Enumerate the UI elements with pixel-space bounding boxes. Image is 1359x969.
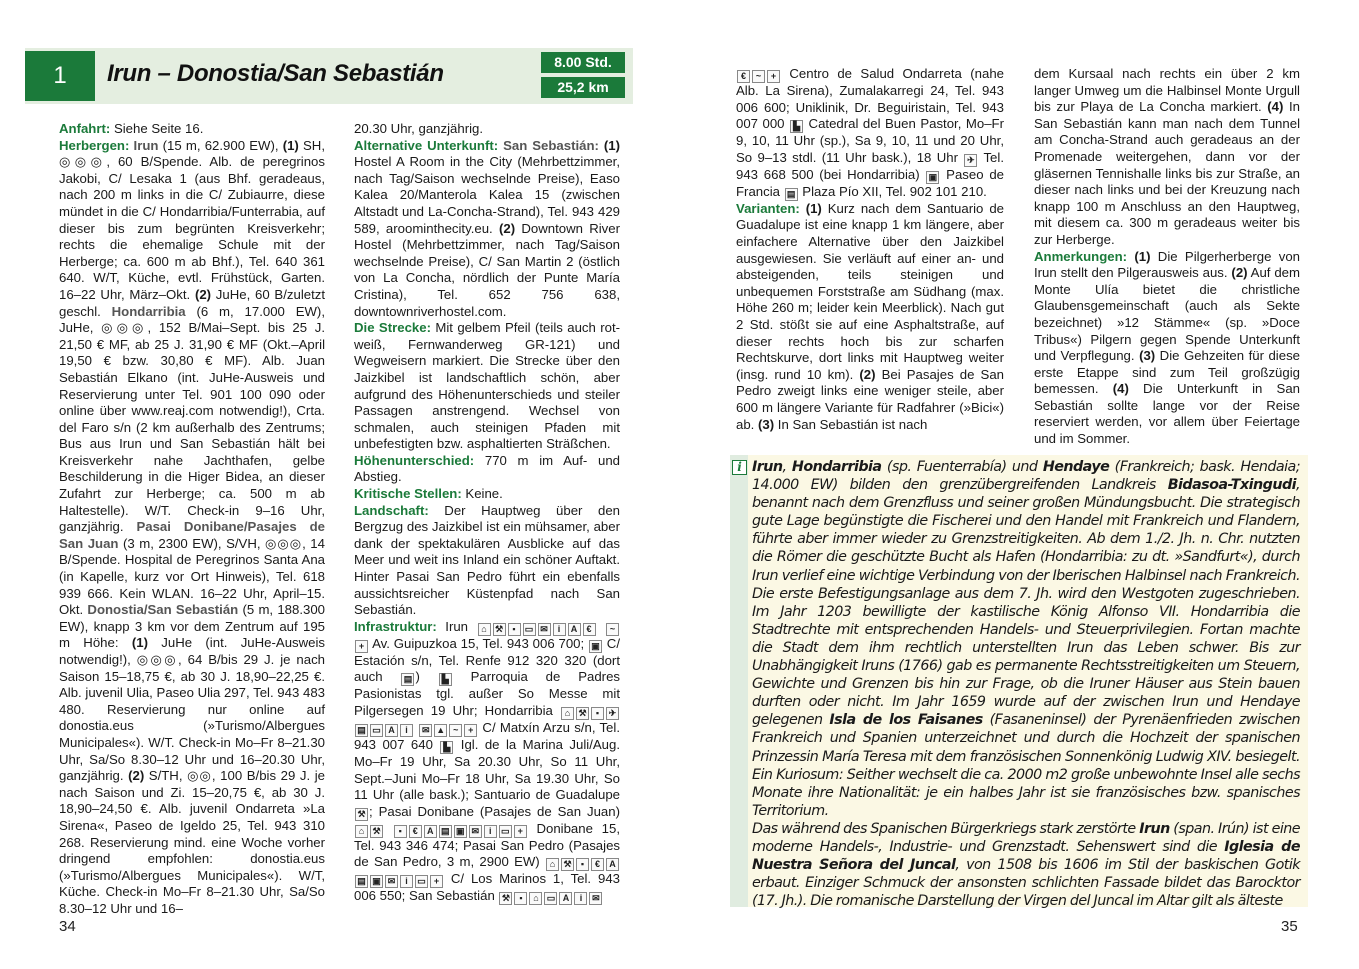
hostel-icon: ⌂	[546, 858, 559, 871]
text: Hostel A Room in the City (Mehrbettzimmer, nach Tag/Saison wechselnde Preise), Easo Kalea 20/Manterola Kalea 15 (zwischen Altstadt und La-Concha-Strand), Tel. 943 429 589, aroominthecity.eu.	[354, 154, 620, 236]
text: ; Pasai Donibane (Pasajes de San Juan)	[369, 803, 620, 819]
text: (Fasaneninsel) der Pyrenäenfrieden zwischen Frankreich und Spanien unterzeichnet und durch die Hochzeit der spanischen Prinzessin María Teresa mit dem französischen Sonnenkönig Ludwig XIV. besiegelt. Ein Kuriosum: Seither wechselt die ca. 2000 m2 große unbewohnte Insel alle sechs Monate ihre Nationalität: je ein halbes Jahr ist sie französisches bzw. spanisches Territorium.	[752, 712, 1300, 819]
text: Parroquia de Padres Pasionistas tgl. außer So Messe mit Pilgersegen 19 Uhr; Hondarribia	[354, 669, 621, 718]
number-marker: (1)	[805, 200, 822, 216]
text: , benannt nach dem Grenzfluss und seiner großen Mündungsbucht. Die strategisch gute Lage begünstigte die Fischerei und den Handel mit Frankreich und Flandern, führte aber immer wieder zu Grenzstreitigkeiten. Ab dem 1./2. Jh. n. Chr. nutzten die Römer die geschützte Bucht als Hafen (Hondarribia: zu dt. »Sandfurt«), durch Irun verlief eine wichtige Verbindung von der Iberischen Halbinsel nach Frankreich. Die erste Befestigungsanlage aus dem 7. Jh. wird den Westgoten zugeschrieben. Im Jahr 1203 bewilligte der kastilische König Alfonso VII. Hondarribia die Stadtrechte mit entsprechenden Handels- und Steuerprivilegien. Fortan machte die Stadt dem ihm rechtlich unterstellten Irun das Leben schwer. Bis zur Unabhängigkeit Iruns (1766) gab es permanente Rechtsstreitigkeiten um Steuern, Gewichte und Grenzen bis hin zur Frage, ob die Iruner Häuser aus Stein bauen durften oder nicht. Im Jahr 1659 wurde auf der zwischen Irun und Hendaye gelegenen	[752, 477, 1300, 729]
text: dem Kursaal nach rechts ein über 2 km langer Umweg um die Halbinsel Monte Urgull bis zur Playa de La Concha markiert.	[1034, 66, 1300, 115]
info-icon: i	[400, 875, 413, 888]
place-donostia: Donostia/San Sebastián	[87, 602, 239, 618]
info-icon: i	[732, 460, 747, 475]
number-marker: (4)	[1267, 99, 1284, 115]
number-marker: (1)	[603, 137, 620, 153]
hostel-icon: ⌂	[529, 892, 542, 905]
info-icon: i	[553, 623, 566, 636]
stage-header	[25, 48, 633, 104]
label-hoehenunterschied: Höhenunterschied:	[354, 452, 475, 468]
text-column-4	[1034, 66, 1300, 448]
text: Mit gelbem Pfeil (teils auch rot-weiß, Fernwanderweg GR-121) und Wegweisern markiert. Die Strecke über den Jaizkibel ist landschaftlich schön, aber aufgrund des Höhenunterschieds und steiler Passagen anstrengend. Wechsel von schmalen, auch steinigen Pfaden mit unbefestigten bzw. asphaltierten Sträßchen.	[354, 320, 620, 452]
bus-icon: ▤	[355, 875, 368, 888]
number-marker: (2)	[128, 768, 145, 784]
infrastruktur-continued	[736, 66, 1004, 201]
text-column-3	[736, 66, 1004, 433]
hiking-icon: ⚒	[493, 623, 506, 636]
euro-icon: €	[409, 825, 422, 838]
text: (15 m, 62.900 EW),	[158, 137, 283, 153]
bus-icon: ▤	[401, 673, 414, 686]
stage-meta	[541, 52, 625, 102]
restaurant-icon: ▪	[394, 825, 407, 838]
number-marker: (1)	[1134, 248, 1151, 264]
atm-icon: A	[424, 825, 437, 838]
euro-icon: €	[583, 623, 596, 636]
post-icon: ✉	[419, 724, 432, 737]
atm-icon: A	[568, 623, 581, 636]
hiking-icon: ⚒	[355, 808, 368, 821]
medical-icon: +	[430, 875, 443, 888]
bold-term: Isla de los Faisanes	[829, 712, 983, 729]
label-kritische-stellen: Kritische Stellen:	[354, 486, 462, 502]
text: 770 m im Auf- und Abstieg.	[354, 452, 620, 485]
label-varianten: Varianten:	[736, 200, 800, 216]
hostel-icon: ⌂	[561, 707, 574, 720]
text: Igl. de la Marina Juli/Aug. Mo–Fr 19 Uhr, Sa 20.30 Uhr, So 11 Uhr, Sept.–Juni Mo–Fr 18 Uhr, Sa 19.30 Uhr, So 11 Uhr (alle bask.); Santuario de Guadalupe	[354, 737, 620, 803]
airport-icon: ✈	[964, 154, 977, 167]
atm-icon: A	[385, 724, 398, 737]
post-icon: ✉	[469, 825, 482, 838]
medical-icon: +	[767, 70, 780, 83]
section-hoehenunterschied	[354, 453, 620, 486]
info-icon: i	[400, 724, 413, 737]
text: Keine.	[461, 486, 503, 502]
label-anmerkungen: Anmerkungen:	[1034, 248, 1128, 264]
bus-icon: ▤	[439, 825, 452, 838]
euro-icon: €	[591, 858, 604, 871]
pharmacy-icon: ~	[752, 70, 765, 83]
airport-icon: ✈	[606, 707, 619, 720]
label-anfahrt: Anfahrt:	[59, 121, 111, 136]
section-anfahrt	[59, 121, 325, 138]
place-san-sebastian: San Sebastián:	[503, 137, 599, 153]
bold-term: Bidasoa-Txingudi	[1167, 477, 1296, 494]
section-kritische-stellen	[354, 486, 620, 503]
shop-icon: ▭	[499, 825, 512, 838]
atm-icon: A	[559, 892, 572, 905]
number-marker: (2)	[859, 366, 876, 382]
place-irun: Irun	[133, 137, 159, 153]
label-strecke: Die Strecke:	[354, 320, 431, 336]
text: SH, ◎◎◎, 60 B/Spende. Alb. de peregrinos Jakobi, C/ Lesaka 1 (aus Bhf. geradeaus, nach 200 m links in die C/ Zubiaurre, diese mündet in die C/ Hondarribia/Funterrabia, auf dieser bis zum begrünten Kreisverkehr; rechts die ehemalige Schule mit der Herberge; ca. 600 m ab Bhf.), Tel. 640 361 640. W/T, Küche, evtl. Frühstück, Garten. 16–22 Uhr, März–Okt.	[59, 137, 325, 302]
text: (span. Irún) ist eine moderne Handels-, Industrie- und Grenzstadt. Sehenswert sind die	[752, 820, 1300, 855]
restaurant-icon: ▪	[514, 892, 527, 905]
text: Irun	[436, 618, 477, 634]
number-marker: (3)	[1139, 348, 1156, 364]
shop-icon: ▭	[544, 892, 557, 905]
number-marker: (2)	[1231, 265, 1248, 281]
number-marker: (1)	[131, 635, 148, 651]
post-icon: ✉	[589, 892, 602, 905]
number-marker: (2)	[194, 286, 212, 302]
hostel-icon: ⌂	[355, 825, 368, 838]
number-marker: (1)	[282, 137, 299, 153]
train-icon: ▣	[370, 875, 383, 888]
text-column-1	[59, 121, 325, 918]
text: (Frankreich; bask. Hendaia; 14.000 EW) bilden den grenzübergreifenden Landkreis	[752, 459, 1300, 494]
section-anmerkungen	[1034, 249, 1300, 448]
info-paragraph	[752, 820, 1300, 910]
text: 20.30 Uhr, ganzjährig.	[354, 121, 484, 136]
restaurant-icon: ▪	[591, 707, 604, 720]
text: Kurz nach dem Santuario de Guadalupe ist eine knapp 1 km längere, aber einfachere Alternative über den Jaizkibel ausgewiesen. Sie verläuft auf einer an- und absteigenden, teils steinigen und unbequemen Forststraße am Südhang (max. Höhe 260 m; leider kein Meerblick). Nach gut 2 Std. stößt sie auf eine Asphaltstraße, auf dieser rechts hoch bis zur scharfen Rechtskurve, dort links mit Hauptweg weiter (insg. rund 10 km).	[736, 200, 1004, 382]
varianten-continued	[1034, 66, 1300, 249]
text: Das während des Spanischen Bürgerkriegs stark zerstörte	[752, 820, 1140, 837]
place-pasai: Pasai Donibane/Pasajes de San Juan	[59, 519, 325, 551]
bold-term: Iglesia de Nuestra Señora del Juncal	[752, 838, 1300, 874]
text: Tel. 943 668 500 (bei Hondarribia)	[736, 149, 1004, 182]
stage-title: Irun – Donostia/San Sebastián	[107, 60, 444, 87]
atm-icon: A	[606, 858, 619, 871]
info-box-stripe	[730, 455, 748, 907]
restaurant-icon: ▪	[576, 858, 589, 871]
hiking-icon: ⚒	[576, 707, 589, 720]
stage-number: 1	[25, 51, 95, 101]
bold-term: Hendaye	[1042, 459, 1110, 475]
page-number-right: 35	[1281, 918, 1298, 935]
text: Der Hauptweg über den Bergzug des Jaizkibel ist ein mühsamer, aber dank der spektakulären Ausblicke auf das Meer und weit ins Inland ein schöner Auftakt. Hinter Pasai San Pedro führt ein ebenfalls aussichtsreicher Küstenpfad nach San Sebastián.	[354, 502, 620, 618]
shop-icon: ▭	[415, 875, 428, 888]
train-icon: ▣	[589, 640, 602, 653]
section-infrastruktur	[354, 619, 620, 906]
text: Auf dem Monte Ulía bietet die christliche Glaubensgemeinschaft (auch als Sekte bezeichnet) »12 Stämme« (sp. »Doce Tribus«) Pilgern gegen Spende Unterkunft und Verpflegung.	[1034, 265, 1300, 364]
euro-icon: €	[737, 70, 750, 83]
label-landschaft: Landschaft:	[354, 502, 429, 518]
label-herbergen: Herbergen:	[59, 137, 130, 153]
text: In San Sebastián ist nach	[774, 416, 928, 432]
hiking-icon: ⚒	[370, 825, 383, 838]
pharmacy-icon: ~	[449, 724, 462, 737]
text: (5 m, 188.300 EW), knapp 3 km vor dem Zentrum auf 195 m Höhe:	[59, 602, 325, 651]
text: Catedral del Buen Pastor, Mo–Fr 9, 10, 11 Uhr (sp.), Sa 9, 10, 11 und 20 Uhr, So 9–13 stdl. (11 Uhr bask.), 18 Uhr	[736, 116, 1004, 165]
hostel-icon: ⌂	[478, 623, 491, 636]
info-box-text	[752, 458, 1300, 910]
info-paragraph	[752, 458, 1300, 820]
text: Plaza Pío XII, Tel. 902 101 210.	[798, 183, 987, 199]
shop-icon: ▭	[370, 724, 383, 737]
bus-icon: ▤	[785, 188, 798, 201]
train-icon: ▣	[926, 171, 939, 184]
text: (6 m, 17.000 EW), JuHe, ◎◎◎, 152 B/Mai–Sept. bis 25 J. 21,50 € MF, ab 25 J. 31,90 € MF (Okt.–April 19,50 € bzw. 30,80 € MF). Alb. Juan Sebastián Elkano (int. JuHe-Ausweis und Reservierung unter Tel. 901 100 090 oder online über www.reaj.com notwendig!), Crta. del Faro s/n (2 km außerhalb des Zentrums; Bus aus Irun und San Sebastián hält bei Kreisverkehr nahe Jachthafen, gelbe Beschilderung in die Higer Bidea, an dieser Zufahrt zur Herberge; ca. 500 m ab Haltestelle). W/T. Check-in 9–16 Uhr, ganzjährig.	[59, 303, 325, 535]
stage-duration: 8.00 Std.	[541, 52, 625, 73]
label-infrastruktur: Infrastruktur:	[354, 618, 437, 634]
text: Siehe Seite 16.	[110, 121, 204, 136]
train-icon: ▣	[454, 825, 467, 838]
text: S/TH, ◎◎, 100 B/bis 29 J. je nach Saison und Zi. 15–20,75 €, ab 30 J. 18,90–24,50 €. Alb. juvenil Ondarreta »La Sirena«, Paseo de Igeldo 25, Tel. 943 310 268. Reservierung mind. eine Woche vorher dringend empfohlen: donostia.eus (»Turismo/Albergues Municipales«). W/T, Küche. Check-in Mo–Fr 8–21.30 Uhr, Sa/So 8.30–12 Uhr und 16–	[59, 768, 325, 916]
church-icon: ▙	[439, 673, 452, 686]
medical-icon: +	[464, 724, 477, 737]
text: C/ Matxín Arzu s/n, Tel. 943 007 640	[354, 720, 620, 752]
section-varianten	[736, 201, 1004, 433]
text: (sp. Fuenterrabía) und	[881, 459, 1043, 475]
label-alternative: Alternative Unterkunft:	[354, 137, 499, 153]
bold-term: Hondarribia	[791, 459, 882, 475]
text: Die Unterkunft in San Sebastián sollte lange vor der Reise reserviert werden, vor allem über Feiertage und im Sommer.	[1034, 381, 1300, 447]
text: Die Gehzeiten für diese erste Etappe sind zum Teil großzügig bemessen.	[1034, 348, 1300, 397]
section-herbergen	[59, 138, 325, 918]
number-marker: (4)	[1112, 381, 1129, 397]
stage-distance: 25,2 km	[541, 77, 625, 98]
page-number-left: 34	[59, 918, 76, 935]
number-marker: (3)	[758, 416, 775, 432]
text-column-2	[354, 121, 620, 905]
church-icon: ▙	[440, 741, 453, 754]
bus-icon: ▤	[355, 724, 368, 737]
hiking-icon: ⚒	[499, 892, 512, 905]
bold-term: Irun	[752, 459, 783, 475]
post-icon: ✉	[538, 623, 551, 636]
number-marker: (2)	[498, 220, 516, 236]
text: JuHe, 60 B/zuletzt geschl.	[59, 286, 326, 319]
section-alternative	[354, 138, 620, 321]
text: In San Sebastián kann man nach dem Tunnel am Concha-Strand auch geradeaus an der Promenade weitergehen, dann vor der gläsernen Tennishalle links bis zur Straße, an dieser nach links und bei der Kreuzung nach knapp 100 m Anschluss an den Hauptweg, mit diesem ca. 300 m geradeaus weiter bis zur Herberge.	[1034, 99, 1300, 247]
church-icon: ▙	[790, 120, 803, 133]
text: Die Pilgerherberge von Irun stellt den Pilgerausweis aus.	[1034, 248, 1300, 281]
medical-icon: +	[514, 825, 527, 838]
medical-icon: +	[355, 640, 368, 653]
info-box	[730, 455, 1308, 910]
hiking-icon: ⚒	[561, 858, 574, 871]
post-icon: ✉	[385, 875, 398, 888]
info-icon: i	[484, 825, 497, 838]
camping-icon: ▲	[434, 724, 447, 737]
bold-term: Irun	[1139, 820, 1170, 837]
pharmacy-icon: ~	[606, 623, 619, 636]
info-icon: i	[574, 892, 587, 905]
text: , von 1508 bis 1606 im Stil der baskischen Gotik erbaut. Einziger Schmuck der ansonsten schlichten Fassade bildet das Barocktor (17. Jh.). Die romanische Darstellung der Virgen del Juncal im Altar gilt als älteste	[752, 857, 1300, 910]
text: Paseo de Francia	[736, 166, 1005, 199]
text: C/ Estación s/n, Tel. Renfe 912 320 320 (dort auch	[354, 635, 620, 685]
section-strecke	[354, 320, 620, 453]
text: Centro de Salud Ondarreta (nahe Alb. La Sirena), Zumalakarregi 24, Tel. 943 006 600; Uniklinik, Dr. Beguiristain, Tel. 943 007 000	[736, 66, 1004, 132]
section-landschaft	[354, 503, 620, 619]
shop-icon: ▭	[523, 623, 536, 636]
text: ,	[782, 459, 792, 475]
text: Downtown River Hostel (Mehrbettzimmer, nach Tag/Saison wechselnde Preise), C/ San Martin 2 (östlich von La Concha, nördlich der Punte María Cristina), Tel. 652 756 638, downtownriverhostel.com.	[354, 220, 620, 319]
place-hondarribia: Hondarribia	[111, 303, 186, 319]
text: )	[415, 669, 438, 685]
text: (3 m, 2300 EW), S/VH, ◎◎◎, 14 B/Spende. Hospital de Peregrinos Santa Ana (in Kapelle, kurz vor Ort Hinweis), Tel. 618 939 666. Kein WLAN. 16–22 Uhr, April–15. Okt.	[59, 535, 325, 618]
text: Bei Pasajes de San Pedro zweigt links eine weniger steile, aber 600 m längere Variante für Radfahrer (»Bici«) ab.	[736, 366, 1004, 432]
restaurant-icon: ▪	[508, 623, 521, 636]
text: Av. Guipuzkoa 15, Tel. 943 006 700;	[369, 635, 588, 651]
text: JuHe (int. JuHe-Ausweis notwendig!), ◎◎◎, 64 B/bis 29 J. je nach Saison 15–18,75 €, ab 30 J. 18,90–22,25 €. Alb. juvenil Ulia, Paseo Ulia 297, Tel. 943 483 480. Reservierung nur online auf donostia.eus (»Turismo/Albergues Municipales«). W/T. Check-in Mo–Fr 8–21.30 Uhr, Sa/So 8.30–12 Uhr und 16–20.30 Uhr, ganzjährig.	[59, 635, 326, 784]
text: C/ Los Marinos 1, Tel. 943 006 550; San Sebastián	[354, 871, 620, 904]
text: Donibane 15, Tel. 943 346 474; Pasai San Pedro (Pasajes de San Pedro, 3 m, 2900 EW)	[354, 820, 620, 870]
